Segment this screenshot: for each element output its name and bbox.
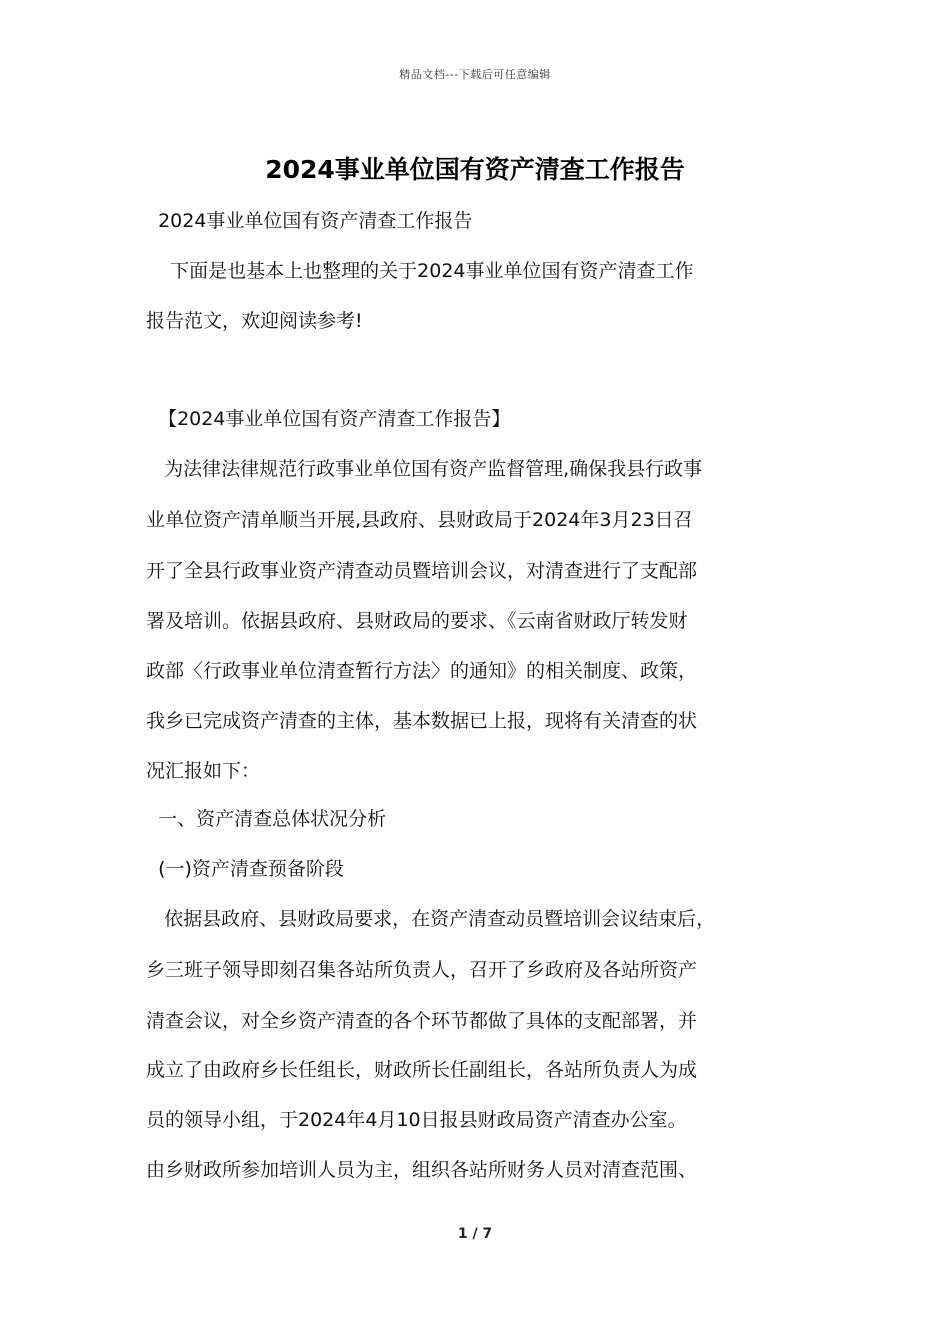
heading-level-2: (一)资产清查预备阶段: [146, 858, 344, 880]
intro-line-1: 下面是也基本上也整理的关于2024事业单位国有资产清查工作: [146, 260, 694, 282]
body-line: 为法律法律规范行政事业单位国有资产监督管理,确保我县行政事: [146, 458, 703, 480]
body-line: 业单位资产清单顺当开展,县政府、县财政局于2024年3月23日召: [146, 509, 693, 531]
page-number: 1 / 7: [457, 1226, 493, 1242]
intro-line-2: 报告范文，欢迎阅读参考!: [146, 310, 363, 332]
body-line: 开了全县行政事业资产清查动员暨培训会议，对清查进行了支配部: [146, 560, 698, 582]
body-line: 我乡已完成资产清查的主体，基本数据已上报，现将有关清查的状: [146, 710, 698, 732]
body-line: 员的领导小组，于2024年4月10日报县财政局资产清查办公室。: [146, 1109, 687, 1131]
section-heading: 【2024事业单位国有资产清查工作报告】: [146, 408, 511, 430]
body-line: 况汇报如下：: [146, 760, 261, 782]
body-line: 由乡财政所参加培训人员为主，组织各站所财务人员对清查范围、: [146, 1159, 698, 1181]
body-line: 成立了由政府乡长任组长，财政所长任副组长，各站所负责人为成: [146, 1059, 698, 1081]
body-line: 依据县政府、县财政局要求，在资产清查动员暨培训会议结束后，: [146, 908, 716, 930]
document-title: 2024事业单位国有资产清查工作报告: [265, 155, 685, 184]
body-line: 清查会议，对全乡资产清查的各个环节都做了具体的支配部署，并: [146, 1010, 698, 1032]
body-line: 署及培训。依据县政府、县财政局的要求、《云南省财政厅转发财: [146, 610, 688, 632]
header-note: 精品文档---下载后可任意编辑: [399, 68, 551, 81]
body-line: 政部〈行政事业单位清查暂行方法〉的通知》的相关制度、政策，: [146, 660, 698, 682]
body-line: 乡三班子领导即刻召集各站所负责人，召开了乡政府及各站所资产: [146, 959, 698, 981]
heading-level-1: 一、资产清查总体状况分析: [146, 808, 387, 830]
subtitle-line: 2024事业单位国有资产清查工作报告: [146, 210, 473, 232]
